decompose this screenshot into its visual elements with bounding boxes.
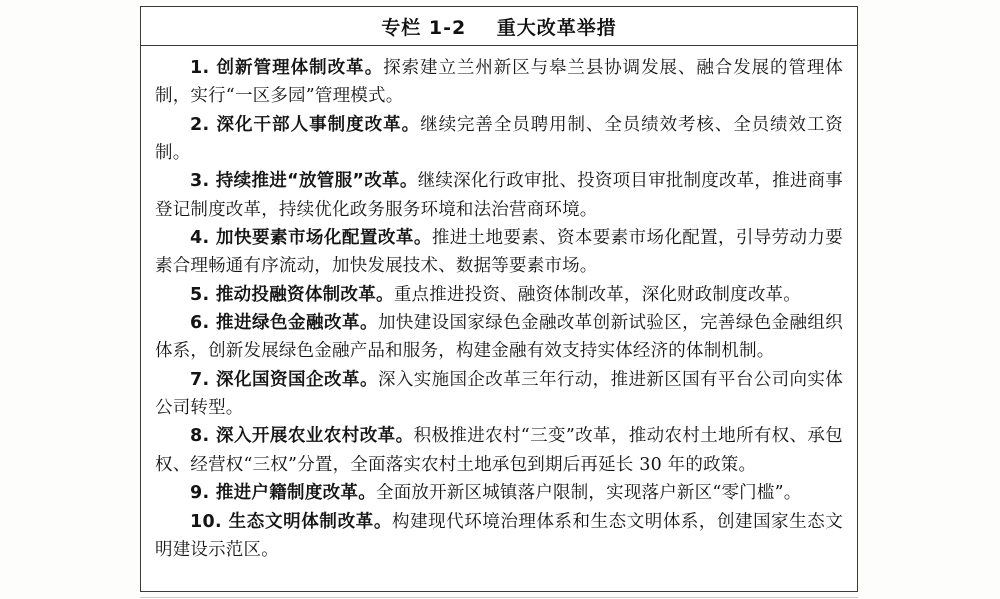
list-item-body: 深入实施国企改革三年行动，推进新区国有平台公司向实体公司转型。 bbox=[155, 369, 843, 419]
list-item bbox=[155, 366, 843, 423]
list-item-lead: 10. 生态文明体制改革。 bbox=[190, 511, 393, 532]
feature-box-title-bar bbox=[141, 7, 857, 46]
list-item-body: 构建现代环境治理体系和生态文明体系，创建国家生态文明建设示范区。 bbox=[155, 511, 843, 560]
list-item bbox=[155, 309, 843, 366]
list-item-lead: 1. 创新管理体制改革。 bbox=[190, 58, 384, 78]
list-item bbox=[155, 224, 843, 281]
list-item bbox=[155, 281, 843, 309]
page-footer-rule bbox=[140, 597, 858, 598]
feature-box-content bbox=[141, 46, 857, 564]
list-item-body: 加快建设国家绿色金融改革创新试验区，完善绿色金融组织体系，创新发展绿色金融产品和服务，构建金融有效支持实体经济的体制机制。 bbox=[155, 313, 843, 362]
list-item-lead: 9. 推进户籍制度改革。 bbox=[190, 483, 377, 504]
list-item-lead: 2. 深化干部人事制度改革。 bbox=[190, 114, 421, 135]
list-item bbox=[155, 479, 843, 507]
list-item bbox=[155, 54, 843, 111]
list-item-lead: 6. 推进绿色金融改革。 bbox=[190, 313, 378, 334]
list-item-lead: 7. 深化国资国企改革。 bbox=[190, 369, 378, 390]
list-item-lead: 8. 深入开展农业农村改革。 bbox=[190, 426, 414, 447]
list-item-lead: 4. 加快要素市场化配置改革。 bbox=[190, 228, 432, 249]
list-item bbox=[155, 111, 843, 168]
page-title: 专栏 1-2 重大改革举措 bbox=[381, 16, 617, 39]
list-item-body: 继续完善全员聘用制、全员绩效考核、全员绩效工资制。 bbox=[155, 114, 843, 164]
list-item-body: 探索建立兰州新区与皋兰县协调发展、融合发展的管理体制，实行“一区多园”管理模式。 bbox=[155, 58, 843, 107]
list-item bbox=[155, 508, 843, 565]
list-item-body: 重点推进投资、融资体制改革，深化财政制度改革。 bbox=[393, 284, 801, 305]
list-item-body: 继续深化行政审批、投资项目审批制度改革，推进商事登记制度改革，持续优化政务服务环境和法治营商环境。 bbox=[155, 171, 843, 220]
feature-box bbox=[140, 6, 858, 592]
list-item bbox=[155, 167, 843, 224]
list-item-body: 积极推进农村“三变”改革，推动农村土地所有权、承包权、经营权“三权”分置，全面落实农村土地承包到期后再延长 30 年的政策。 bbox=[155, 426, 843, 475]
list-item-body: 推进土地要素、资本要素市场化配置，引导劳动力要素合理畅通有序流动，加快发展技术、数据等要素市场。 bbox=[155, 228, 843, 277]
list-item-lead: 5. 推动投融资体制改革。 bbox=[190, 284, 394, 305]
list-item-body: 全面放开新区城镇落户限制，实现落户新区“零门槛”。 bbox=[376, 483, 802, 504]
list-item bbox=[155, 422, 843, 479]
list-item-lead: 3. 持续推进“放管服”改革。 bbox=[190, 171, 418, 192]
